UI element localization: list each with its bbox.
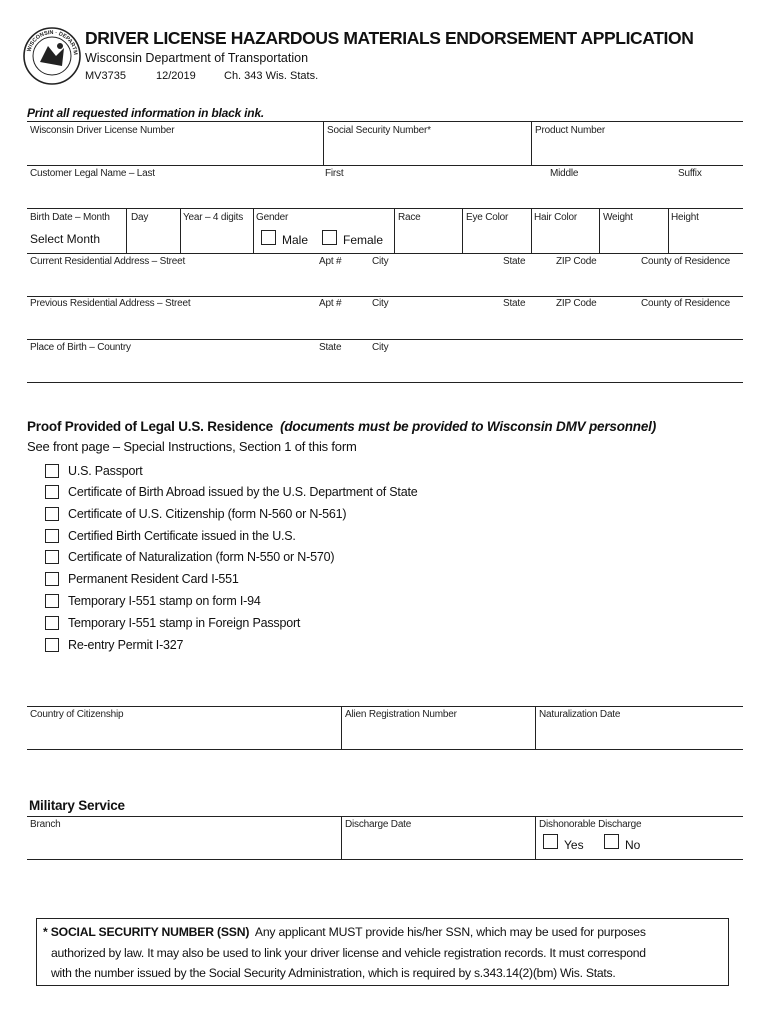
- birth-country-label: Place of Birth – Country: [30, 342, 131, 353]
- birth-month-label: Birth Date – Month: [30, 212, 110, 223]
- height-label: Height: [671, 212, 699, 223]
- proof-checkbox[interactable]: [45, 485, 59, 499]
- race-field[interactable]: [395, 225, 462, 252]
- proof-item-label: Temporary I-551 stamp on form I-94: [68, 594, 261, 608]
- proof-item-label: Certificate of Naturalization (form N-550 or N-570): [68, 550, 335, 564]
- proof-heading-note: (documents must be provided to Wisconsin DMV personnel): [280, 419, 656, 434]
- ssn-notice-line-3: with the number issued by the Social Security Administration, which is required by s.343.14(2)(bm) Wis. Stats.: [51, 966, 616, 980]
- dishonorable-yes-label: Yes: [564, 838, 584, 852]
- proof-item-label: Certificate of Birth Abroad issued by the U.S. Department of State: [68, 485, 418, 499]
- proof-checkbox[interactable]: [45, 572, 59, 586]
- product-number-label: Product Number: [535, 125, 606, 136]
- birth-month-select[interactable]: Select Month: [30, 232, 101, 246]
- discharge-date-label: Discharge Date: [345, 819, 412, 830]
- proof-item[interactable]: [45, 592, 261, 610]
- current-city-label: City: [372, 256, 389, 267]
- naturalization-date-label: Naturalization Date: [539, 709, 621, 720]
- proof-item-label: Temporary I-551 stamp in Foreign Passport: [68, 616, 301, 630]
- ssn-label: Social Security Number*: [327, 125, 431, 136]
- dishonorable-no-checkbox[interactable]: [604, 834, 619, 849]
- proof-item[interactable]: [45, 570, 239, 588]
- statute: Ch. 343 Wis. Stats.: [224, 70, 319, 82]
- proof-item-label: Certified Birth Certificate issued in the U.S.: [68, 529, 296, 543]
- birth-day-field[interactable]: [127, 225, 180, 252]
- proof-heading-text: Proof Provided of Legal U.S. Residence: [27, 419, 273, 434]
- current-apt-label: Apt #: [319, 256, 342, 267]
- hair-color-field[interactable]: [532, 225, 599, 252]
- department-name: Wisconsin Department of Transportation: [85, 51, 309, 65]
- gender-label: Gender: [256, 212, 289, 223]
- gender-female-label: Female: [343, 233, 384, 247]
- proof-checkbox[interactable]: [45, 616, 59, 630]
- hair-color-label: Hair Color: [534, 212, 578, 223]
- gender-male-label: Male: [282, 233, 309, 247]
- proof-item[interactable]: [45, 483, 417, 501]
- birth-state-label: State: [319, 342, 342, 353]
- proof-checkbox[interactable]: [45, 507, 59, 521]
- seal-text: WISCONSIN · DEPARTM: [26, 29, 79, 56]
- proof-item[interactable]: [45, 548, 334, 566]
- previous-county-label: County of Residence: [641, 298, 731, 309]
- proof-item[interactable]: [45, 614, 300, 632]
- previous-city-label: City: [372, 298, 389, 309]
- current-county-label: County of Residence: [641, 256, 731, 267]
- proof-item-label: Permanent Resident Card I-551: [68, 572, 239, 586]
- proof-checkbox[interactable]: [45, 529, 59, 543]
- first-name-label: First: [325, 168, 344, 179]
- dishonorable-no-label: No: [625, 838, 641, 852]
- dishonorable-label: Dishonorable Discharge: [539, 819, 642, 830]
- proof-subheading: See front page – Special Instructions, Section 1 of this form: [27, 439, 357, 454]
- proof-checkbox[interactable]: [45, 638, 59, 652]
- gender-male-checkbox[interactable]: [261, 230, 276, 245]
- branch-label: Branch: [30, 819, 61, 830]
- ssn-notice-line-1: [43, 925, 646, 939]
- previous-apt-label: Apt #: [319, 298, 342, 309]
- military-heading: Military Service: [29, 798, 125, 813]
- proof-item-label: U.S. Passport: [68, 464, 143, 478]
- middle-name-label: Middle: [550, 168, 579, 179]
- wisdot-seal: [22, 26, 82, 86]
- dl-number-label: Wisconsin Driver License Number: [30, 125, 175, 136]
- branch-field[interactable]: [27, 817, 341, 859]
- proof-item[interactable]: [45, 462, 143, 480]
- last-name-label: Customer Legal Name – Last: [30, 168, 155, 179]
- proof-checkbox[interactable]: [45, 594, 59, 608]
- proof-item[interactable]: [45, 527, 296, 545]
- ssn-notice-line-2: authorized by law. It may also be used to link your driver license and vehicle registration records. It must correspond: [51, 946, 646, 960]
- race-label: Race: [398, 212, 421, 223]
- proof-item[interactable]: [45, 636, 183, 654]
- alien-registration-label: Alien Registration Number: [345, 709, 457, 720]
- weight-field[interactable]: [600, 225, 668, 252]
- form-number: MV3735: [85, 70, 126, 82]
- previous-street-label: Previous Residential Address – Street: [30, 298, 191, 309]
- proof-checkbox[interactable]: [45, 464, 59, 478]
- previous-zip-label: ZIP Code: [556, 298, 597, 309]
- ssn-notice-text-1: Any applicant MUST provide his/her SSN, which may be used for purposes: [254, 925, 646, 939]
- current-state-label: State: [503, 256, 526, 267]
- eye-color-label: Eye Color: [466, 212, 509, 223]
- proof-heading: [27, 419, 656, 434]
- height-field[interactable]: [669, 225, 743, 252]
- first-name-field[interactable]: [323, 166, 548, 208]
- ink-instruction: Print all requested information in black ink.: [27, 106, 265, 120]
- proof-item-label: Re-entry Permit I-327: [68, 638, 184, 652]
- suffix-label: Suffix: [678, 168, 702, 179]
- proof-item[interactable]: [45, 505, 346, 523]
- birth-year-label: Year – 4 digits: [183, 212, 244, 223]
- birth-city-label: City: [372, 342, 389, 353]
- birth-day-label: Day: [131, 212, 149, 223]
- form-title: DRIVER LICENSE HAZARDOUS MATERIALS ENDORSEMENT APPLICATION: [85, 28, 694, 48]
- ssn-notice-heading: * SOCIAL SECURITY NUMBER (SSN): [43, 925, 250, 939]
- country-of-citizenship-label: Country of Citizenship: [30, 709, 124, 720]
- eye-color-field[interactable]: [463, 225, 531, 252]
- birth-year-field[interactable]: [181, 225, 253, 252]
- current-street-label: Current Residential Address – Street: [30, 256, 186, 267]
- dishonorable-yes-checkbox[interactable]: [543, 834, 558, 849]
- gender-female-checkbox[interactable]: [322, 230, 337, 245]
- weight-label: Weight: [603, 212, 633, 223]
- current-zip-label: ZIP Code: [556, 256, 597, 267]
- previous-state-label: State: [503, 298, 526, 309]
- proof-item-label: Certificate of U.S. Citizenship (form N-560 or N-561): [68, 507, 347, 521]
- proof-checkbox[interactable]: [45, 550, 59, 564]
- form-date: 12/2019: [156, 70, 196, 82]
